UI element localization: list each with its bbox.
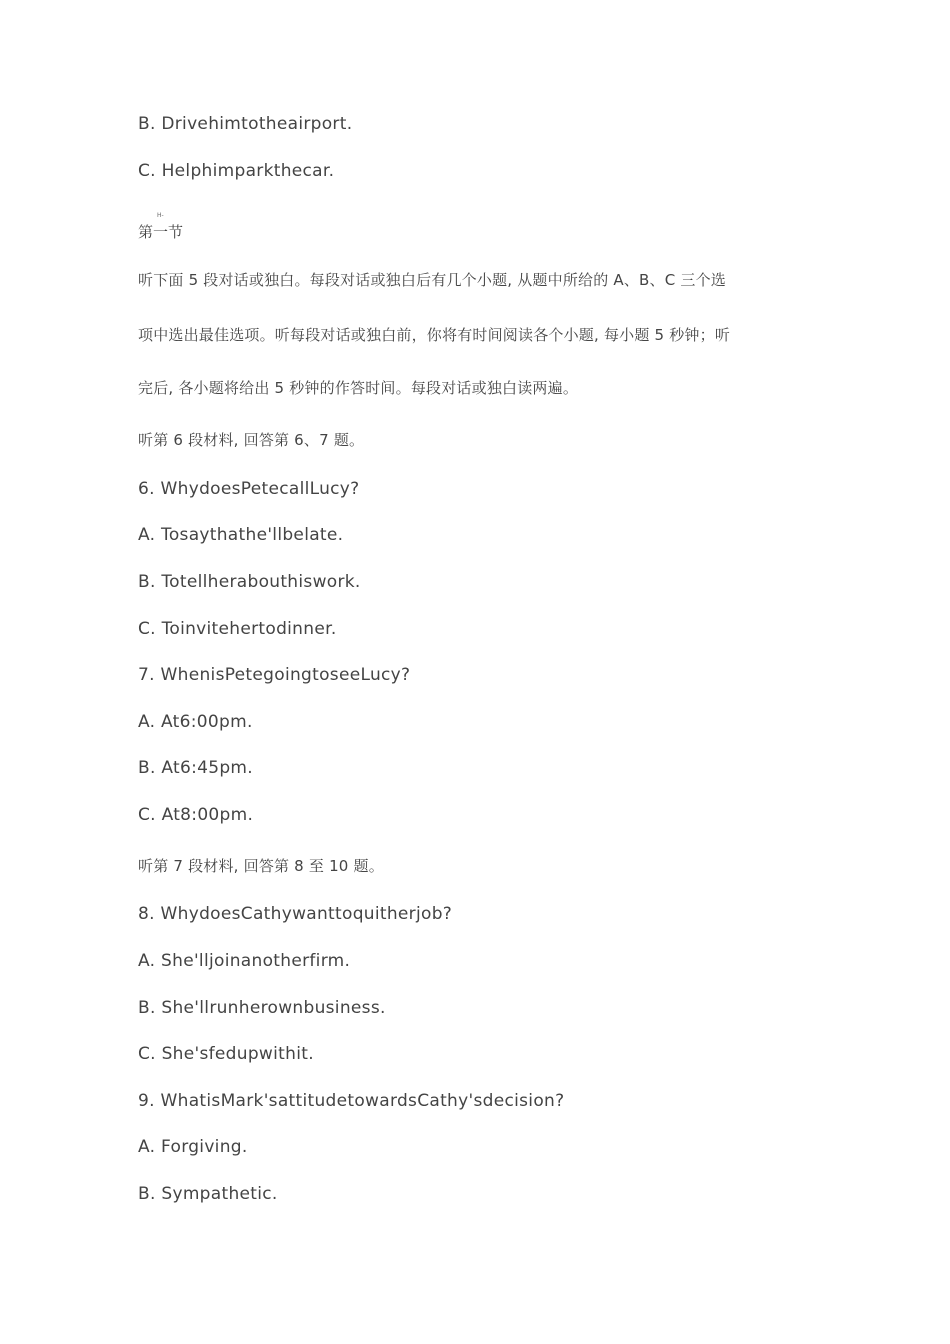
option-b-drive: B. Drivehimtotheairport. <box>138 114 353 134</box>
instructions-line-1: 听下面 5 段对话或独白。每段对话或独白后有几个小题, 从题中所给的 A、B、C 三个选 <box>138 271 726 289</box>
question-9-option-a: A. Forgiving. <box>138 1137 248 1157</box>
question-7-option-c: C. At8:00pm. <box>138 805 254 825</box>
question-6-option-b: B. Totellherabouthiswork. <box>138 572 361 592</box>
instructions-line-2: 项中选出最佳选项。听每段对话或独白前，你将有时间阅读各个小题, 每小题 5 秒钟；听 <box>138 326 731 344</box>
option-c-park: C. Helphimparkthecar. <box>138 161 335 181</box>
question-7-option-b: B. At6:45pm. <box>138 758 253 778</box>
question-7: 7. WhenisPetegoingtoseeLucy? <box>138 665 411 685</box>
question-8-option-c: C. She'sfedupwithit. <box>138 1044 314 1064</box>
question-6-option-a: A. Tosaythathe'llbelate. <box>138 525 344 545</box>
section-superscript-mark: H- <box>157 212 164 219</box>
part6-header: 听第 6 段材料, 回答第 6、7 题。 <box>138 431 365 449</box>
question-6: 6. WhydoesPetecallLucy? <box>138 479 360 499</box>
question-8: 8. WhydoesCathywanttoquitherjob? <box>138 904 453 924</box>
instructions-line-3: 完后, 各小题将给出 5 秒钟的作答时间。每段对话或独白读两遍。 <box>138 379 579 397</box>
question-8-option-b: B. She'llrunherownbusiness. <box>138 998 386 1018</box>
question-9-option-b: B. Sympathetic. <box>138 1184 278 1204</box>
question-9: 9. WhatisMark'sattitudetowardsCathy'sdecision? <box>138 1091 565 1111</box>
question-7-option-a: A. At6:00pm. <box>138 712 253 732</box>
part7-header: 听第 7 段材料, 回答第 8 至 10 题。 <box>138 857 384 875</box>
question-8-option-a: A. She'lljoinanotherfirm. <box>138 951 351 971</box>
question-6-option-c: C. Toinvitehertodinner. <box>138 619 337 639</box>
section-title: 第一节 <box>138 223 184 241</box>
